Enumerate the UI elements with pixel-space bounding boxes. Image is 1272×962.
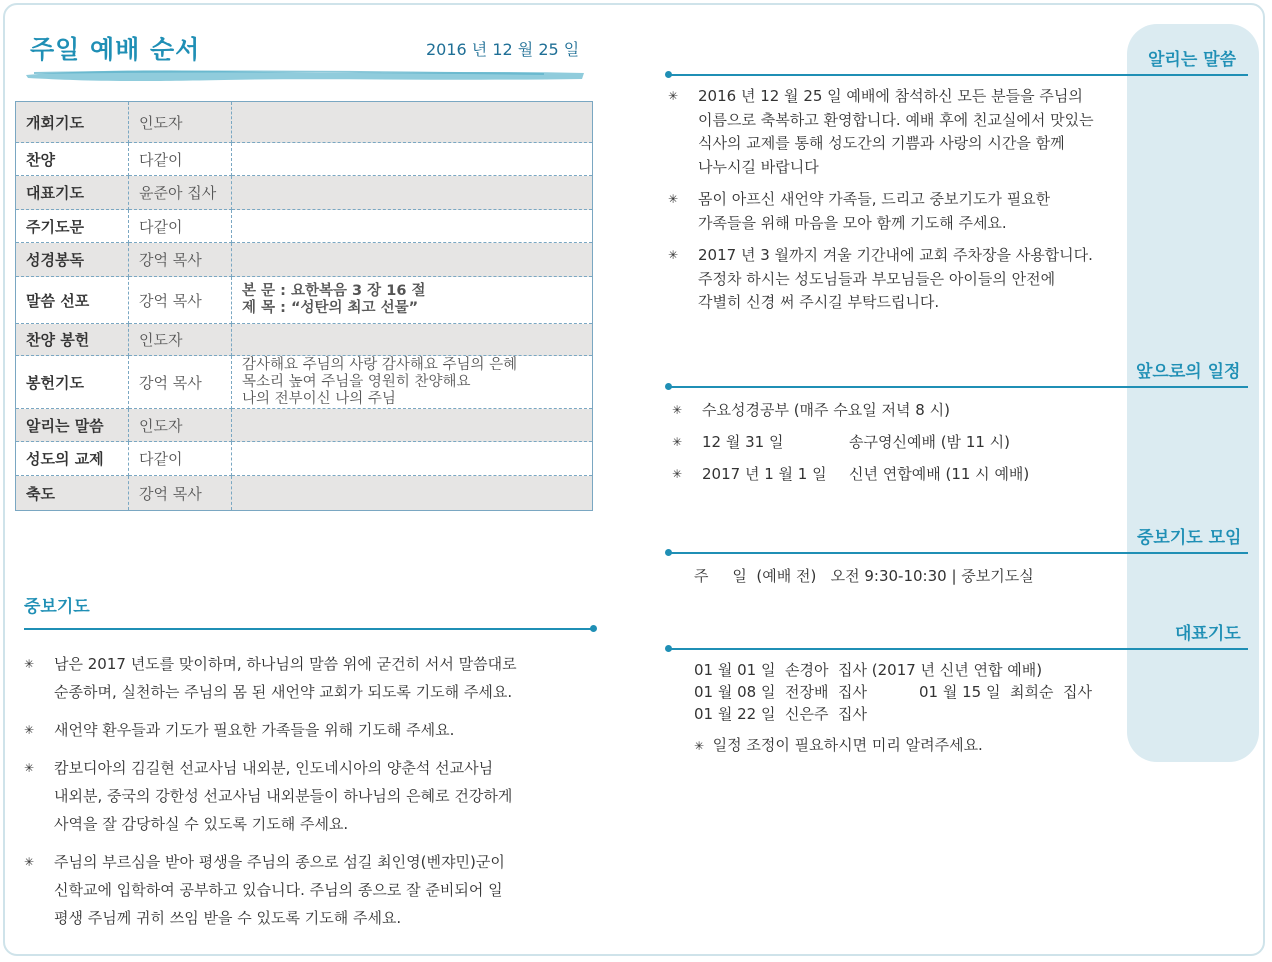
order-row (16, 210, 593, 243)
announcements-divider (668, 74, 1248, 76)
schedule-item (672, 426, 1122, 458)
schedule-item (672, 394, 1122, 426)
order-row (16, 243, 593, 277)
asterisk-icon: ✳ (24, 855, 35, 869)
order-leader: 다같이 (129, 442, 232, 476)
asterisk-icon: ✳ (694, 739, 708, 753)
announcements-heading: 알리는 말씀 (1148, 50, 1237, 70)
schedule-item (672, 458, 1122, 490)
order-leader: 강억 목사 (129, 243, 232, 277)
order-item: 찬양 봉헌 (16, 324, 129, 356)
service-date: 2016 년 12 월 25 일 (426, 40, 580, 59)
list-item-line: 가족들을 위해 마음을 모아 함께 기도해 주세요. (698, 213, 1007, 232)
order-item: 개회기도 (16, 102, 129, 143)
list-item-line: 2016 년 12 월 25 일 예배에 참석하신 모든 분들을 주님의 (698, 87, 1083, 105)
order-leader: 다같이 (129, 210, 232, 243)
order-note (232, 143, 593, 176)
list-item-line: 주정차 하시는 성도님들과 부모님들은 아이들의 안전에 (698, 269, 1056, 288)
list-item-line: 몸이 아프신 새언약 가족들, 드리고 중보기도가 필요한 (698, 190, 1051, 208)
list-item-line: 사역을 잘 감당하실 수 있도록 기도해 주세요. (54, 815, 349, 833)
order-leader: 강억 목사 (129, 356, 232, 409)
order-leader: 강억 목사 (129, 277, 232, 324)
list-item (24, 754, 584, 838)
order-item: 알리는 말씀 (16, 409, 129, 442)
intercession-list (24, 650, 584, 942)
schedule-list (672, 394, 1122, 490)
asterisk-icon: ✳ (668, 89, 679, 103)
order-note-line: 나의 전부이신 나의 주님 (242, 390, 396, 407)
order-leader: 강억 목사 (129, 476, 232, 511)
asterisk-icon: ✳ (24, 657, 35, 671)
order-row (16, 102, 593, 143)
order-note (232, 277, 593, 324)
rep-prayer-line-2a: 01 월 08 일 전장배 집사 (694, 683, 867, 701)
asterisk-icon: ✳ (672, 403, 683, 417)
list-item-line: 순종하며, 실천하는 주님의 몸 된 새언약 교회가 되도록 기도해 주세요. (54, 683, 513, 701)
asterisk-icon: ✳ (672, 435, 683, 449)
asterisk-icon: ✳ (668, 248, 679, 262)
schedule-date: 12 월 31 일 (702, 433, 784, 451)
order-note (232, 409, 593, 442)
list-item (668, 188, 1128, 235)
order-row (16, 143, 593, 176)
order-row (16, 476, 593, 511)
brush-stroke-decoration (24, 66, 586, 84)
schedule-divider (668, 386, 1248, 388)
order-note (232, 442, 593, 476)
schedule-heading: 앞으로의 일정 (1136, 362, 1241, 382)
order-note-line: 본 문 : 요한복음 3 장 16 절 (242, 283, 426, 299)
order-item: 찬양 (16, 143, 129, 176)
order-note (232, 324, 593, 356)
sidebar-panel (1127, 24, 1259, 762)
schedule-event: 송구영신예배 (밤 11 시) (849, 433, 1011, 451)
list-item (668, 85, 1128, 179)
order-leader: 다같이 (129, 143, 232, 176)
prayer-meeting-heading: 중보기도 모임 (1137, 528, 1242, 548)
rep-prayer-heading: 대표기도 (1175, 624, 1241, 644)
list-item-line: 남은 2017 년도를 맞이하며, 하나님의 말씀 위에 굳건히 서서 말씀대로 (54, 655, 517, 673)
schedule-event: 신년 연합예배 (11 시 예배) (849, 465, 1030, 483)
schedule-date: 2017 년 1 월 1 일 (702, 465, 827, 483)
list-item-line: 각별히 신경 써 주시길 부탁드립니다. (698, 293, 940, 311)
order-leader: 윤준아 집사 (129, 176, 232, 210)
asterisk-icon: ✳ (24, 723, 35, 737)
order-note-line: 목소리 높여 주님을 영원히 찬양해요 (242, 373, 471, 390)
worship-order-table (15, 101, 593, 511)
order-leader: 인도자 (129, 409, 232, 442)
order-item: 축도 (16, 476, 129, 511)
prayer-meeting-divider (668, 552, 1248, 554)
intercession-heading: 중보기도 (24, 597, 90, 617)
order-item: 주기도문 (16, 210, 129, 243)
order-note (232, 356, 593, 409)
order-note (232, 176, 593, 210)
order-row (16, 176, 593, 210)
order-note-line: 제 목 : “성탄의 최고 선물” (242, 300, 419, 316)
list-item-line: 식사의 교제를 통해 성도간의 기쁨과 사랑의 시간을 함께 (698, 134, 1065, 152)
rep-prayer-divider (668, 648, 1248, 650)
asterisk-icon: ✳ (24, 761, 35, 775)
order-leader: 인도자 (129, 324, 232, 356)
order-leader: 인도자 (129, 102, 232, 143)
schedule-date: 수요성경공부 (매주 수요일 저녁 8 시) (702, 401, 950, 419)
order-note (232, 210, 593, 243)
list-item-line: 평생 주님께 귀히 쓰임 받을 수 있도록 기도해 주세요. (54, 909, 402, 927)
intercession-divider (24, 628, 593, 630)
list-item (24, 848, 584, 932)
list-item (668, 244, 1128, 315)
order-row (16, 356, 593, 409)
page-title: 주일 예배 순서 (30, 35, 201, 64)
list-item-line: 신학교에 입학하여 공부하고 있습니다. 주님의 종으로 잘 준비되어 일 (54, 881, 503, 899)
order-note (232, 243, 593, 277)
list-item-line: 이름으로 축복하고 환영합니다. 예배 후에 친교실에서 맛있는 (698, 110, 1094, 129)
asterisk-icon: ✳ (672, 467, 683, 481)
list-item-line: 내외분, 중국의 강한성 선교사님 내외분들이 하나님의 은혜로 건강하게 (54, 787, 513, 805)
asterisk-icon: ✳ (668, 192, 679, 206)
prayer-meeting-time: 주 일 (예배 전) 오전 9:30-10:30 | 중보기도실 (694, 567, 1034, 585)
list-item (24, 650, 584, 706)
rep-prayer-note-text: 일정 조정이 필요하시면 미리 알려주세요. (712, 736, 983, 754)
order-item: 성도의 교제 (16, 442, 129, 476)
order-note (232, 476, 593, 511)
rep-prayer-note (694, 734, 983, 758)
rep-prayer-line-1: 01 월 01 일 손경아 집사 (2017 년 신년 연합 예배) (694, 661, 1043, 679)
list-item-line: 새언약 환우들과 기도가 필요한 가족들을 위해 기도해 주세요. (54, 721, 455, 739)
order-row (16, 409, 593, 442)
order-row (16, 277, 593, 324)
intercession-divider-dot (590, 625, 597, 632)
order-row (16, 442, 593, 476)
list-item-line: 캄보디아의 김길현 선교사님 내외분, 인도네시아의 양춘석 선교사님 (54, 759, 494, 777)
order-item: 봉헌기도 (16, 356, 129, 409)
announcements-list (668, 85, 1128, 324)
order-item: 대표기도 (16, 176, 129, 210)
order-note-line: 감사해요 주님의 사랑 감사해요 주님의 은혜 (242, 356, 518, 373)
order-note (232, 102, 593, 143)
rep-prayer-line-2b: 01 월 15 일 최희순 집사 (919, 683, 1092, 701)
list-item-line: 주님의 부르심을 받아 평생을 주님의 종으로 섬길 최인영(벤쟈민)군이 (54, 853, 505, 871)
list-item-line: 나누시길 바랍니다 (698, 157, 819, 176)
order-item: 말씀 선포 (16, 277, 129, 324)
list-item (24, 716, 584, 744)
list-item-line: 2017 년 3 월까지 겨울 기간내에 교회 주차장을 사용합니다. (698, 246, 1093, 264)
order-item: 성경봉독 (16, 243, 129, 277)
rep-prayer-line-3: 01 월 22 일 신은주 집사 (694, 705, 867, 723)
order-row (16, 324, 593, 356)
